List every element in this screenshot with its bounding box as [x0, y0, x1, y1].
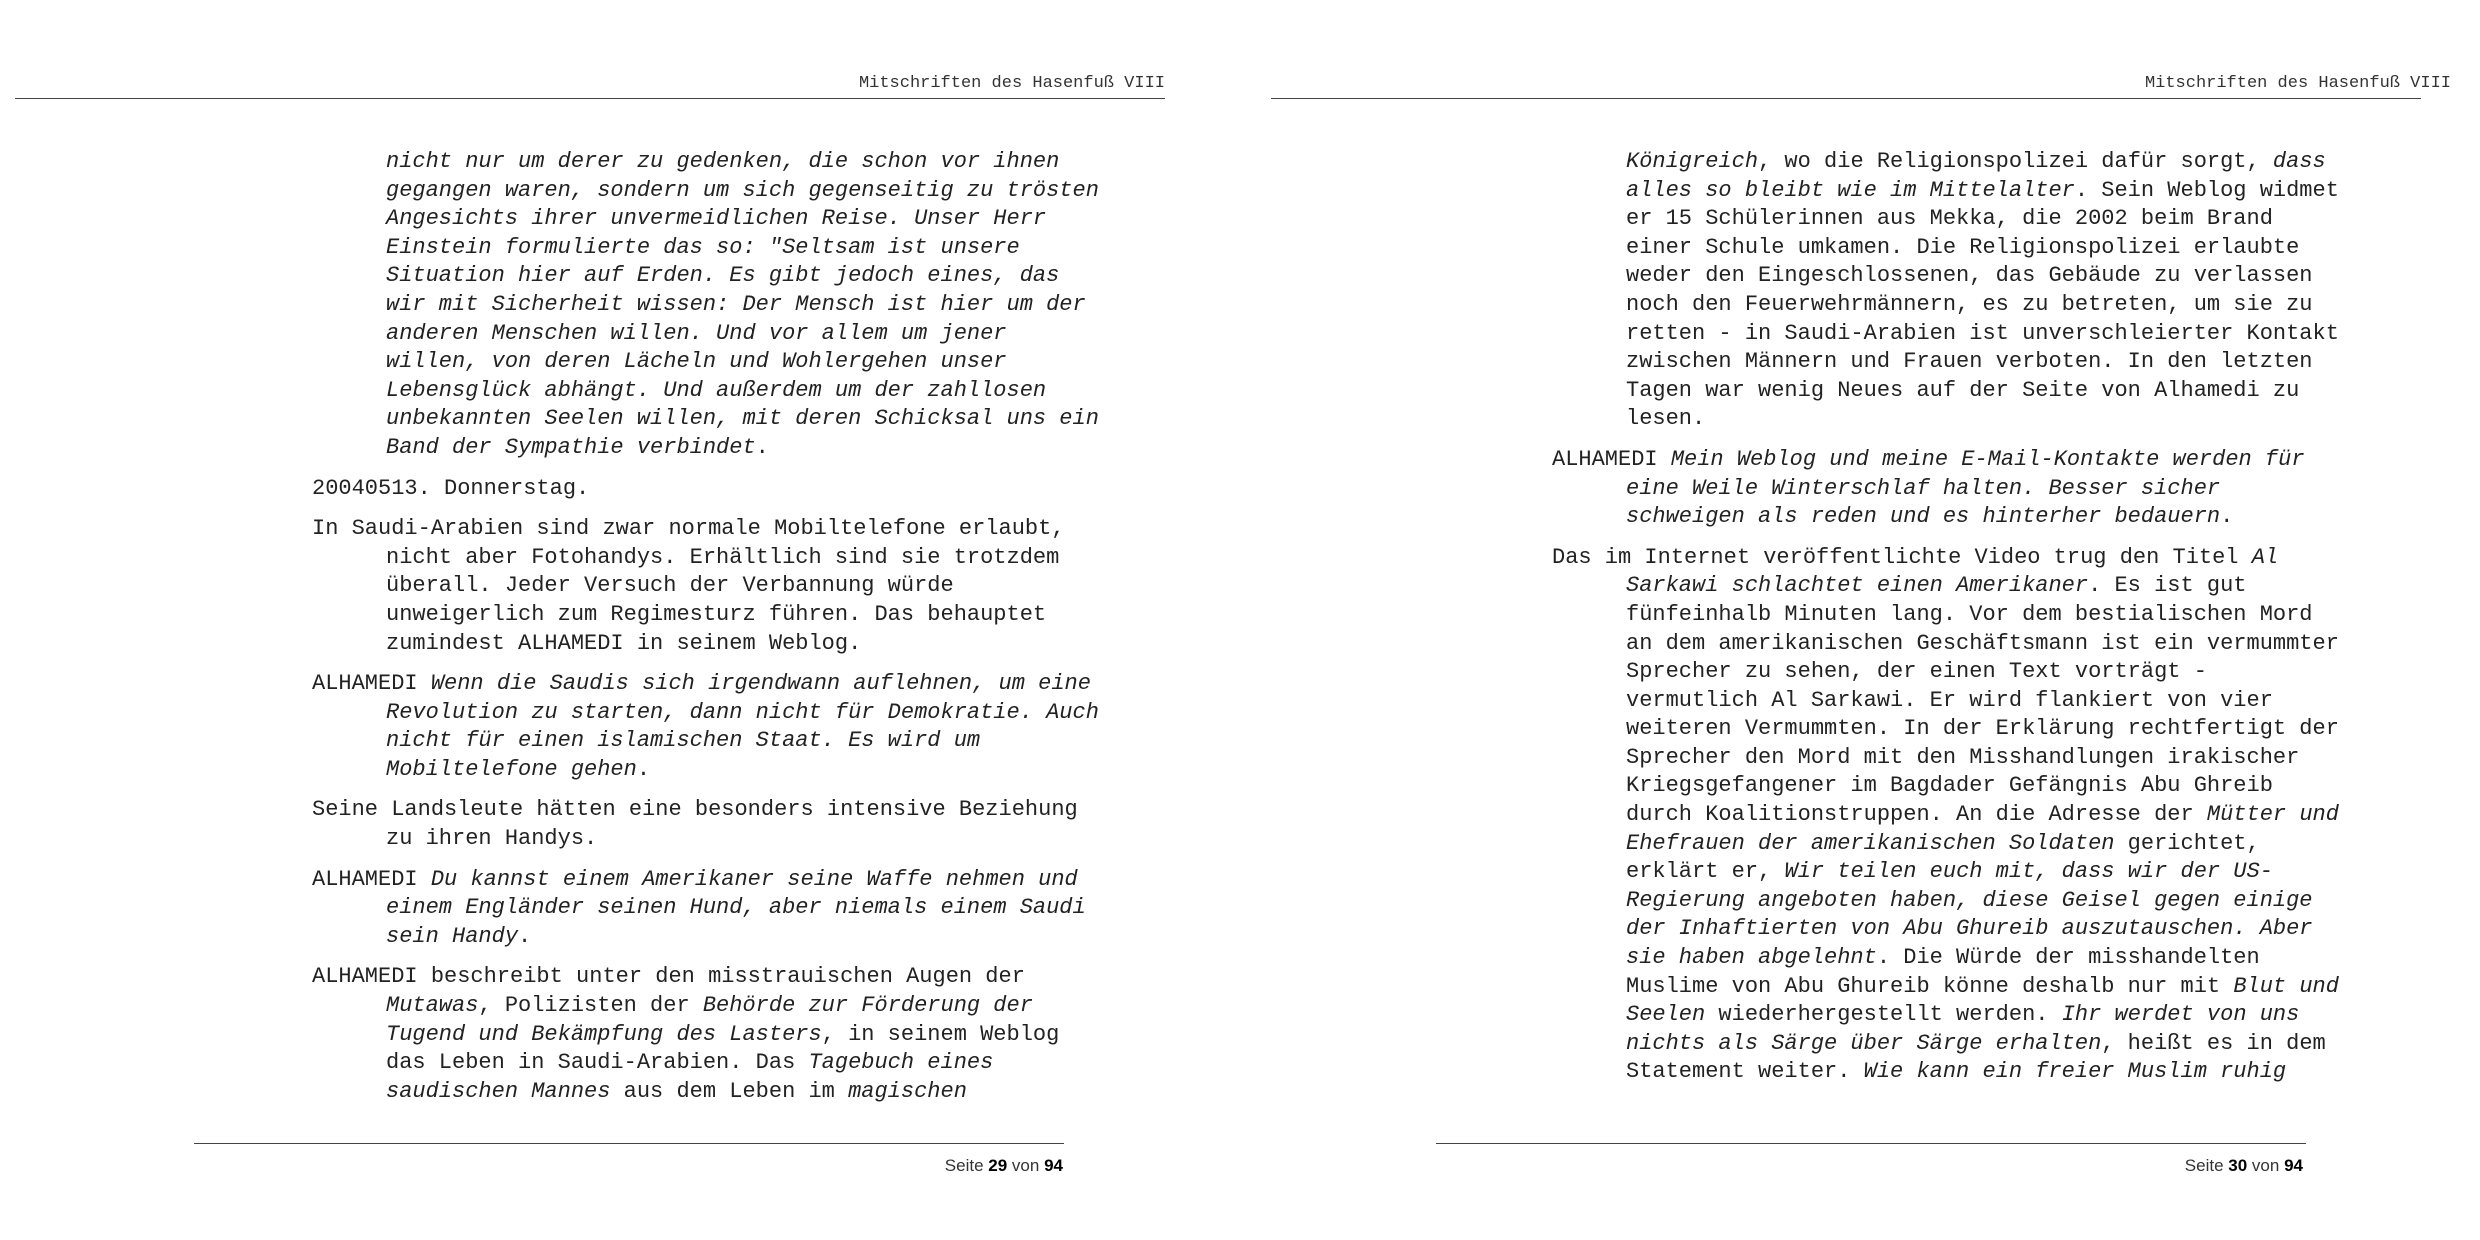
italic-run: Ihr werdet von uns nichts als Särge über Särge erhalten [1626, 1002, 2300, 1056]
text-run: ALHAMEDI beschreibt unter den misstrauischen Augen der [312, 964, 1025, 990]
footer-rule [194, 1143, 1064, 1144]
italic-run: Blut und Seelen [1626, 973, 2339, 1028]
text-run: gerichtet, erklärt er, [1626, 830, 2260, 885]
date-entry: 20040513. Donnerstag. [312, 475, 590, 501]
italic-run: Al Sarkawi schlachtet einen Amerikaner [1626, 544, 2279, 599]
italic-run: Königreich [1626, 149, 1759, 174]
quote-text: Wenn die Saudis sich irgendwann auflehnen, um eine Revolution zu starten, dann nicht für Demokratie. Auch nicht für einen islamischen Staat. Es wird um Mobiltelefone gehen [386, 671, 1099, 782]
speaker-quote [1552, 446, 2342, 532]
header-rule [1271, 98, 2421, 99]
page-body [312, 148, 1102, 1118]
total-pages: 94 [1044, 1156, 1063, 1175]
quote-text: nicht nur um derer zu gedenken, die schon vor ihnen gegangen waren, sondern um sich gegenseitig zu trösten Angesichts ihrer unvermeidlichen Reise. Unser Herr Einstein formulierte das so: "Seltsam ist unsere Situation hier auf Erden. Es gibt jedoch eines, das wir mit Sicherheit wissen: Der Mensch ist hier um der anderen Menschen willen. Und vor allem um jener willen, von deren Lächeln und Wohlergehen unser Lebensglück abhängt. Und außerdem um der zahllosen unbekannten Seelen willen, mit deren Schicksal uns ein Band der Sympathie verbindet [386, 149, 1099, 460]
quote-text: Du kannst einem Amerikaner seine Waffe nehmen und einem Engländer seinen Hund, aber niemals einem Saudi sein Handy [386, 866, 1086, 949]
page-label: Seite [944, 1156, 984, 1175]
paragraph-continuation [312, 148, 1102, 463]
italic-run: dass alles so bleibt wie im Mittelalter [1626, 149, 2326, 203]
speaker-name: ALHAMEDI [1552, 446, 1658, 472]
text-run: , wo die Religionspolizei dafür sorgt, [1758, 149, 2273, 174]
total-pages: 94 [2284, 1156, 2303, 1175]
text-run: aus dem Leben im [610, 1078, 849, 1104]
italic-run: Mutawas [386, 993, 479, 1019]
footer-rule [1436, 1143, 2306, 1144]
paragraph-continuation [1552, 148, 2342, 434]
punctuation: . [2220, 504, 2234, 530]
text-run: . Es ist gut fünfeinhalb Minuten lang. Vor dem bestialischen Mord an dem amerikanischen Geschäftsmann ist ein vermummter Sprecher zu sehen, der einen Text vorträgt - vermutlich Al Sarkawi. Er wird flankiert von vier weiteren Vermummten. In der Erklärung rechtfertigt der Sprecher den Mord mit den Misshandlungen irakischer Kriegsgefangener im Bagdader Gefängnis Abu Ghreib durch Koalitionstruppen. An die Adresse der [1626, 573, 2339, 828]
text-run: Das im Internet veröffentlichte Video trug den Titel [1552, 544, 2252, 570]
current-page: 29 [988, 1156, 1008, 1175]
page-of: von [1011, 1156, 1040, 1175]
page-number [2185, 1156, 2303, 1176]
header-rule [15, 98, 1165, 99]
text-run: . Die Würde der misshandelten Muslime von Abu Ghureib könne deshalb nur mit [1626, 945, 2260, 999]
quote-text: Mein Weblog und meine E-Mail-Kontakte werden für eine Weile Winterschlaf halten. Besser sicher schweigen als reden und es hinterher bedauern [1626, 446, 2305, 530]
running-header: Mitschriften des Hasenfuß VIII [858, 74, 1165, 93]
italic-run: magischen [848, 1078, 967, 1104]
italic-run: Behörde zur Förderung der Tugend und Bekämpfung des Lasters [386, 993, 1033, 1047]
paragraph: Seine Landsleute hätten eine besonders intensive Beziehung zu ihren Handys. [312, 797, 1078, 852]
speaker-quote [312, 670, 1102, 784]
page-of: von [2251, 1156, 2280, 1175]
text-run: . Sein Weblog widmet er 15 Schülerinnen aus Mekka, die 2002 beim Brand einer Schule umkamen. Die Religionspolizei erlaubte weder den Eingeschlossenen, das Gebäude zu verlassen noch den Feuerwehrmännern, es zu betreten, um sie zu retten - in Saudi-Arabien ist unverschleierter Kontakt zwischen Männern und Frauen verboten. In den letzten Tagen war wenig Neues auf der Seite von Alhamedi zu lesen. [1626, 177, 2339, 432]
text-run: , Polizisten der [478, 993, 703, 1019]
text-run: wiederhergestellt werden. [1705, 1002, 2062, 1028]
text-run: , heißt es in dem Statement weiter. [1626, 1030, 2326, 1085]
italic-run: Mütter und Ehefrauen der amerikanischen Soldaten [1626, 802, 2339, 856]
punctuation: . [518, 923, 532, 949]
punctuation: . [636, 756, 651, 782]
italic-run: Wir teilen euch mit, dass wir der US-Regierung angeboten haben, diese Geisel gegen einige der Inhaftierten von Abu Ghureib auszutauschen. Aber sie haben abgelehnt [1626, 859, 2313, 971]
page-label: Seite [2184, 1156, 2224, 1175]
current-page: 30 [2228, 1156, 2248, 1175]
page-number [945, 1156, 1063, 1176]
paragraph [1552, 544, 2342, 1087]
italic-run: Wie kann ein freier Muslim ruhig [1863, 1059, 2287, 1085]
page-body [1552, 148, 2342, 1099]
right-page [1256, 0, 2480, 1240]
paragraph [312, 963, 1102, 1106]
speaker-name: ALHAMEDI [312, 866, 418, 892]
speaker-quote [312, 866, 1102, 952]
italic-run: Tagebuch eines saudischen Mannes [386, 1050, 994, 1104]
text-run: , in seinem Weblog das Leben in Saudi-Arabien. Das [386, 1021, 1060, 1076]
running-header: Mitschriften des Hasenfuß VIII [2144, 74, 2451, 93]
speaker-name: ALHAMEDI [312, 671, 418, 697]
punctuation: . [755, 434, 769, 460]
paragraph: In Saudi-Arabien sind zwar normale Mobiltelefone erlaubt, nicht aber Fotohandys. Erhältlich sind sie trotzdem überall. Jeder Versuch der Verbannung würde unweigerlich zum Regimesturz führen. Das behauptet zumindest ALHAMEDI in seinem Weblog. [312, 516, 1065, 656]
